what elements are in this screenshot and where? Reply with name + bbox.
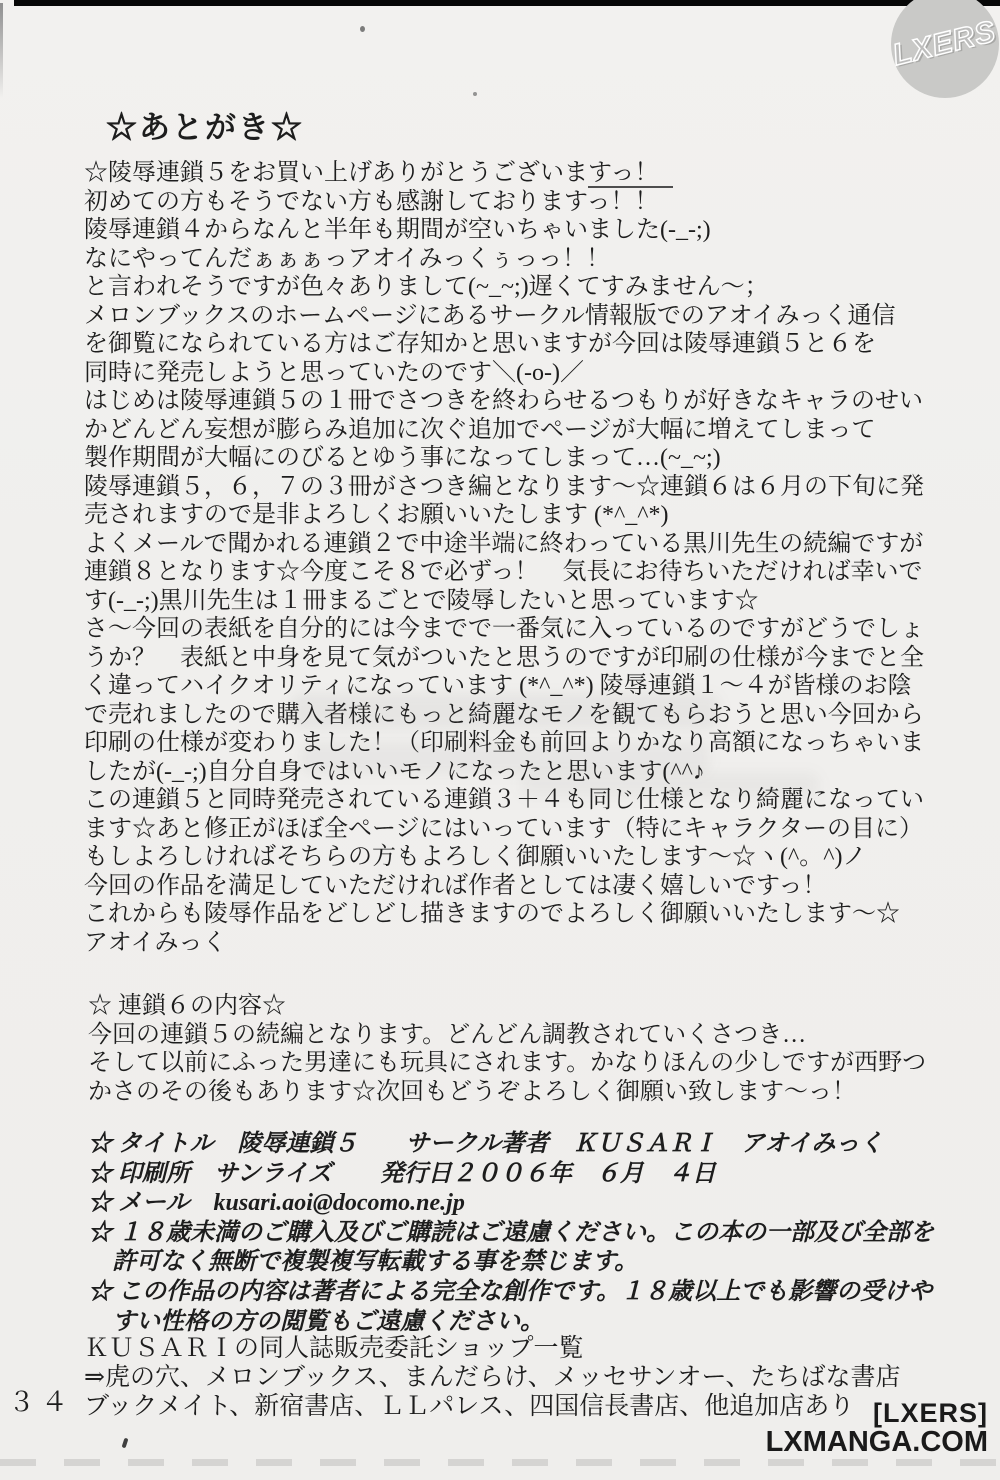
shop-list-line: ブックメイト、新宿書店、ＬＬパレス、四国信長書店、他追加店あり [84, 1393, 855, 1420]
credits-line: 許可なく無断で複製複写転載する事を禁じます。 [88, 1249, 639, 1276]
afterword-line: す(-_-;)黒川先生は１冊まるごとで陵辱したいと思っています☆ [84, 587, 759, 614]
afterword-line: もしよろしければそちらの方もよろしく御願いいたします～☆ヽ(^。^)ノ [84, 844, 867, 870]
afterword-line: 製作期間が大幅にのびるとゆう事になってしまって…(~_~;) [84, 445, 721, 471]
afterword-line: く違ってハイクオリティになっています (*^_^*) 陵辱連鎖１～４が皆様のお陰 [84, 673, 912, 699]
afterword-line: メロンブックスのホームページにあるサークル情報版でのアオイみっく通信 [84, 302, 896, 329]
afterword-line: 売されますので是非よろしくお願いいたします (*^_^*) [84, 502, 669, 528]
scan-smudge [290, 694, 720, 728]
afterword-line: したが(-_-;)自分自身ではいいモノになったと思います(^^♪ [84, 758, 705, 785]
afterword-line: よくメールで聞かれる連鎖２で中途半端に終わっている黒川先生の続編ですが [84, 530, 924, 557]
afterword-line: 同時に発売しようと思っていたのです＼(-o-)／ [84, 359, 584, 386]
scan-speck [360, 26, 365, 32]
afterword-opening-main: ☆陵辱連鎖５をお買い上げありがとうございま [84, 160, 588, 186]
afterword-line: はじめは陵辱連鎖５の１冊でさつきを終わらせるつもりが好きなキャラのせい [84, 388, 924, 414]
credits-line: ☆ メール kusari.aoi@docomo.ne.jp [88, 1190, 465, 1217]
scan-speck [473, 92, 477, 96]
scan-dash-band [0, 1459, 1000, 1466]
afterword-line: 陵辱連鎖５，６，７の３冊がさつき編となります～☆連鎖６は６月の下旬に発 [84, 473, 924, 500]
afterword-line: うか？ 表紙と中身を見て気がついたと思うのですが印刷の仕様が今までと全 [84, 644, 924, 671]
next-issue-body [88, 1021, 968, 1107]
credits-line: ☆ この作品の内容は著者による完全な創作です。１８歳以上でも影響の受けや [88, 1278, 933, 1305]
afterword-line: 初めての方もそうでない方も感謝しておりますっ！！ [84, 188, 659, 215]
credits-line: ☆ １８歳未満のご購入及びご購読はご遠慮ください。この本の一部及び全部を [88, 1219, 934, 1246]
afterword-line: 今回の作品を満足していただければ作者としては凄く嬉しいですっ！ [84, 872, 827, 899]
scan-speck [122, 1438, 129, 1449]
afterword-opening-underlined: すっ！ [588, 160, 673, 188]
afterword-line: で売れましたので購入者様にもっと綺麗なモノを観てもらおうと思い今回から [84, 701, 924, 728]
afterword-line: アオイみっく [84, 929, 227, 956]
afterword-line: を御覧になられている方はご存知かと思いますが今回は陵辱連鎖５と６を [84, 331, 876, 357]
corner-watermark-line2: LXMANGA.COM [765, 1425, 988, 1458]
afterword-body [84, 159, 974, 957]
afterword-line: なにやってんだぁぁぁっアオイみっくぅっっ！！ [84, 245, 611, 272]
afterword-line: 印刷の仕様が変わりました！（印刷料金も前回よりかなり高額になっちゃいま [84, 730, 924, 756]
next-issue-line: 今回の連鎖５の続編となります。どんどん調教されていくさつき… [88, 1021, 807, 1048]
afterword-line: さ～今回の表紙を自分的には今までで一番気に入っているのですがどうでしょ [84, 616, 924, 642]
scan-smudge [300, 742, 710, 774]
afterword-opening-line [84, 159, 974, 188]
next-issue-section [88, 992, 968, 1106]
credits-line: ☆ タイトル 陵辱連鎖５ サークル著者 ＫＵＳＡＲＩ アオイみっく [88, 1131, 884, 1157]
credits-line: ☆ 印刷所 サンライズ 発行日２００６年 ６月 ４日 [88, 1160, 716, 1187]
lxers-stamp-text: LXERS [889, 14, 1000, 73]
lxers-stamp-watermark [891, 0, 999, 98]
afterword-line: 連鎖８となります☆今度こそ８で必ずっ！ 気長にお待ちいただければ幸いで [84, 559, 923, 585]
afterword-line: ます☆あと修正がほぼ全ページにはいっています（特にキャラクターの目に） [84, 815, 924, 842]
next-issue-line: そして以前にふった男達にも玩具にされます。かなりほんの少しですが西野つ [88, 1050, 927, 1077]
scan-edge-left-strip [0, 3, 3, 98]
next-issue-line: かさのその後もあります☆次回もどうぞよろしく御願い致します～っ！ [88, 1078, 856, 1105]
corner-watermark [766, 1400, 988, 1457]
afterword-line: この連鎖５と同時発売されている連鎖３＋４も同じ仕様となり綺麗になってい [84, 787, 924, 813]
scan-edge-top-bar [14, 0, 1000, 6]
corner-watermark-line1: [LXERS] [873, 1398, 988, 1428]
credits-line: すい性格の方の閲覧もご遠慮ください。 [88, 1308, 544, 1335]
page-number: ３４ [8, 1387, 74, 1417]
next-issue-heading: ☆ 連鎖６の内容☆ [88, 993, 286, 1019]
afterword-line: と言われそうですが色々ありまして(~_~;)遅くてすみません～； [84, 274, 769, 300]
afterword-title: ☆あとがき☆ [106, 110, 304, 145]
afterword-line: 陵辱連鎖４からなんと半年も期間が空いちゃいました(-_-;) [84, 217, 711, 243]
credits-section [88, 1130, 968, 1337]
shop-list-heading: ＫＵＳＡＲＩの同人誌販売委託ショップ一覧 [84, 1335, 584, 1362]
afterword-line: かどんどん妄想が膨らみ追加に次ぐ追加でページが大幅に増えてしまって [84, 416, 876, 443]
shop-list-line: ⇒虎の穴、メロンブックス、まんだらけ、メッセサンオー、たちばな書店 [84, 1364, 901, 1391]
afterword-line: これからも陵辱作品をどしどし描きますのでよろしく御願いいたします～☆ [84, 901, 900, 927]
scan-smudge [520, 772, 820, 798]
